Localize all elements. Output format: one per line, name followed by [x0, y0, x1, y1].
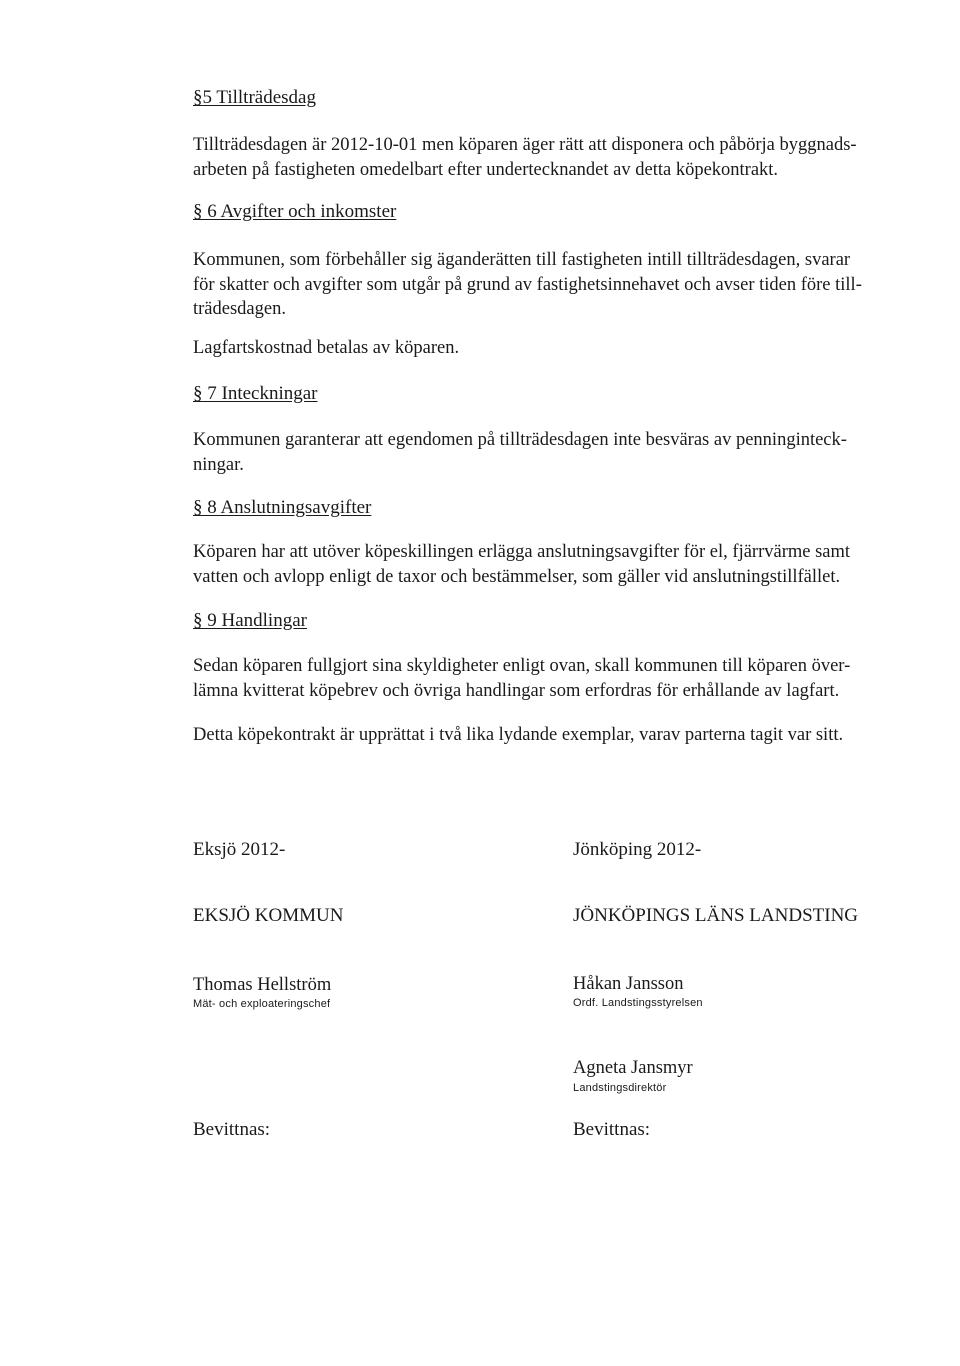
signer-name: Håkan Jansson [573, 974, 684, 994]
signer-name: Agneta Jansmyr [573, 1058, 693, 1078]
section-heading-6: § 6 Avgifter och inkomster [193, 201, 397, 222]
section-8-paragraph [193, 540, 893, 589]
place-date-left: Eksjö 2012- [193, 839, 286, 860]
witness-label-left: Bevittnas: [193, 1119, 271, 1140]
text-line: Kommunen, som förbehåller sig äganderätten till fastigheten intill tillträdesdagen, svarar [193, 250, 851, 270]
signer-role: Mät- och exploateringschef [193, 998, 331, 1010]
section-9-paragraph [193, 654, 893, 703]
place-date-right: Jönköping 2012- [573, 839, 702, 860]
section-heading-9: § 9 Handlingar [193, 610, 307, 631]
text-line: ningar. [193, 454, 244, 475]
text-line: Detta köpekontrakt är upprättat i två lika lydande exemplar, varav parterna tagit var sitt. [193, 725, 844, 745]
closing-statement [193, 723, 893, 748]
text-line: Kommunen garanterar att egendomen på tillträdesdagen inte besväras av penninginteck- [193, 430, 847, 450]
section-6-paragraph-2 [193, 336, 893, 361]
text-line: lämna kvitterat köpebrev och övriga handlingar som erfordras för erhållande av lagfart. [193, 680, 840, 701]
signer-name: Thomas Hellström [193, 975, 332, 995]
text-line: vatten och avlopp enligt de taxor och bestämmelser, som gäller vid anslutningstillfället. [193, 566, 841, 587]
signer-role: Ordf. Landstingsstyrelsen [573, 997, 703, 1009]
party-name-left: EKSJÖ KOMMUN [193, 905, 344, 926]
party-name-right: JÖNKÖPINGS LÄNS LANDSTING [573, 905, 859, 926]
section-heading-5: §5 Tillträdesdag [193, 87, 316, 108]
text-line: trädesdagen. [193, 299, 286, 319]
text-line: Tillträdesdagen är 2012-10-01 men köparen äger rätt att disponera och påbörja byggnads- [193, 135, 857, 155]
text-line: Sedan köparen fullgjort sina skyldigheter enligt ovan, skall kommunen till köparen över- [193, 656, 851, 676]
text-line: för skatter och avgifter som utgår på grund av fastighetsinnehavet och avser tiden före till- [193, 274, 862, 295]
section-5-paragraph [193, 133, 893, 182]
section-heading-7: § 7 Inteckningar [193, 383, 318, 404]
text-line: Lagfartskostnad betalas av köparen. [193, 338, 460, 358]
text-line: Köparen har att utöver köpeskillingen erlägga anslutningsavgifter för el, fjärrvärme samt [193, 542, 851, 562]
section-6-paragraph [193, 248, 893, 322]
signer-role: Landstingsdirektör [573, 1082, 667, 1094]
text-line: arbeten på fastigheten omedelbart efter undertecknandet av detta köpekontrakt. [193, 159, 779, 180]
witness-label-right: Bevittnas: [573, 1119, 651, 1140]
section-heading-8: § 8 Anslutningsavgifter [193, 497, 372, 518]
section-7-paragraph [193, 428, 893, 477]
